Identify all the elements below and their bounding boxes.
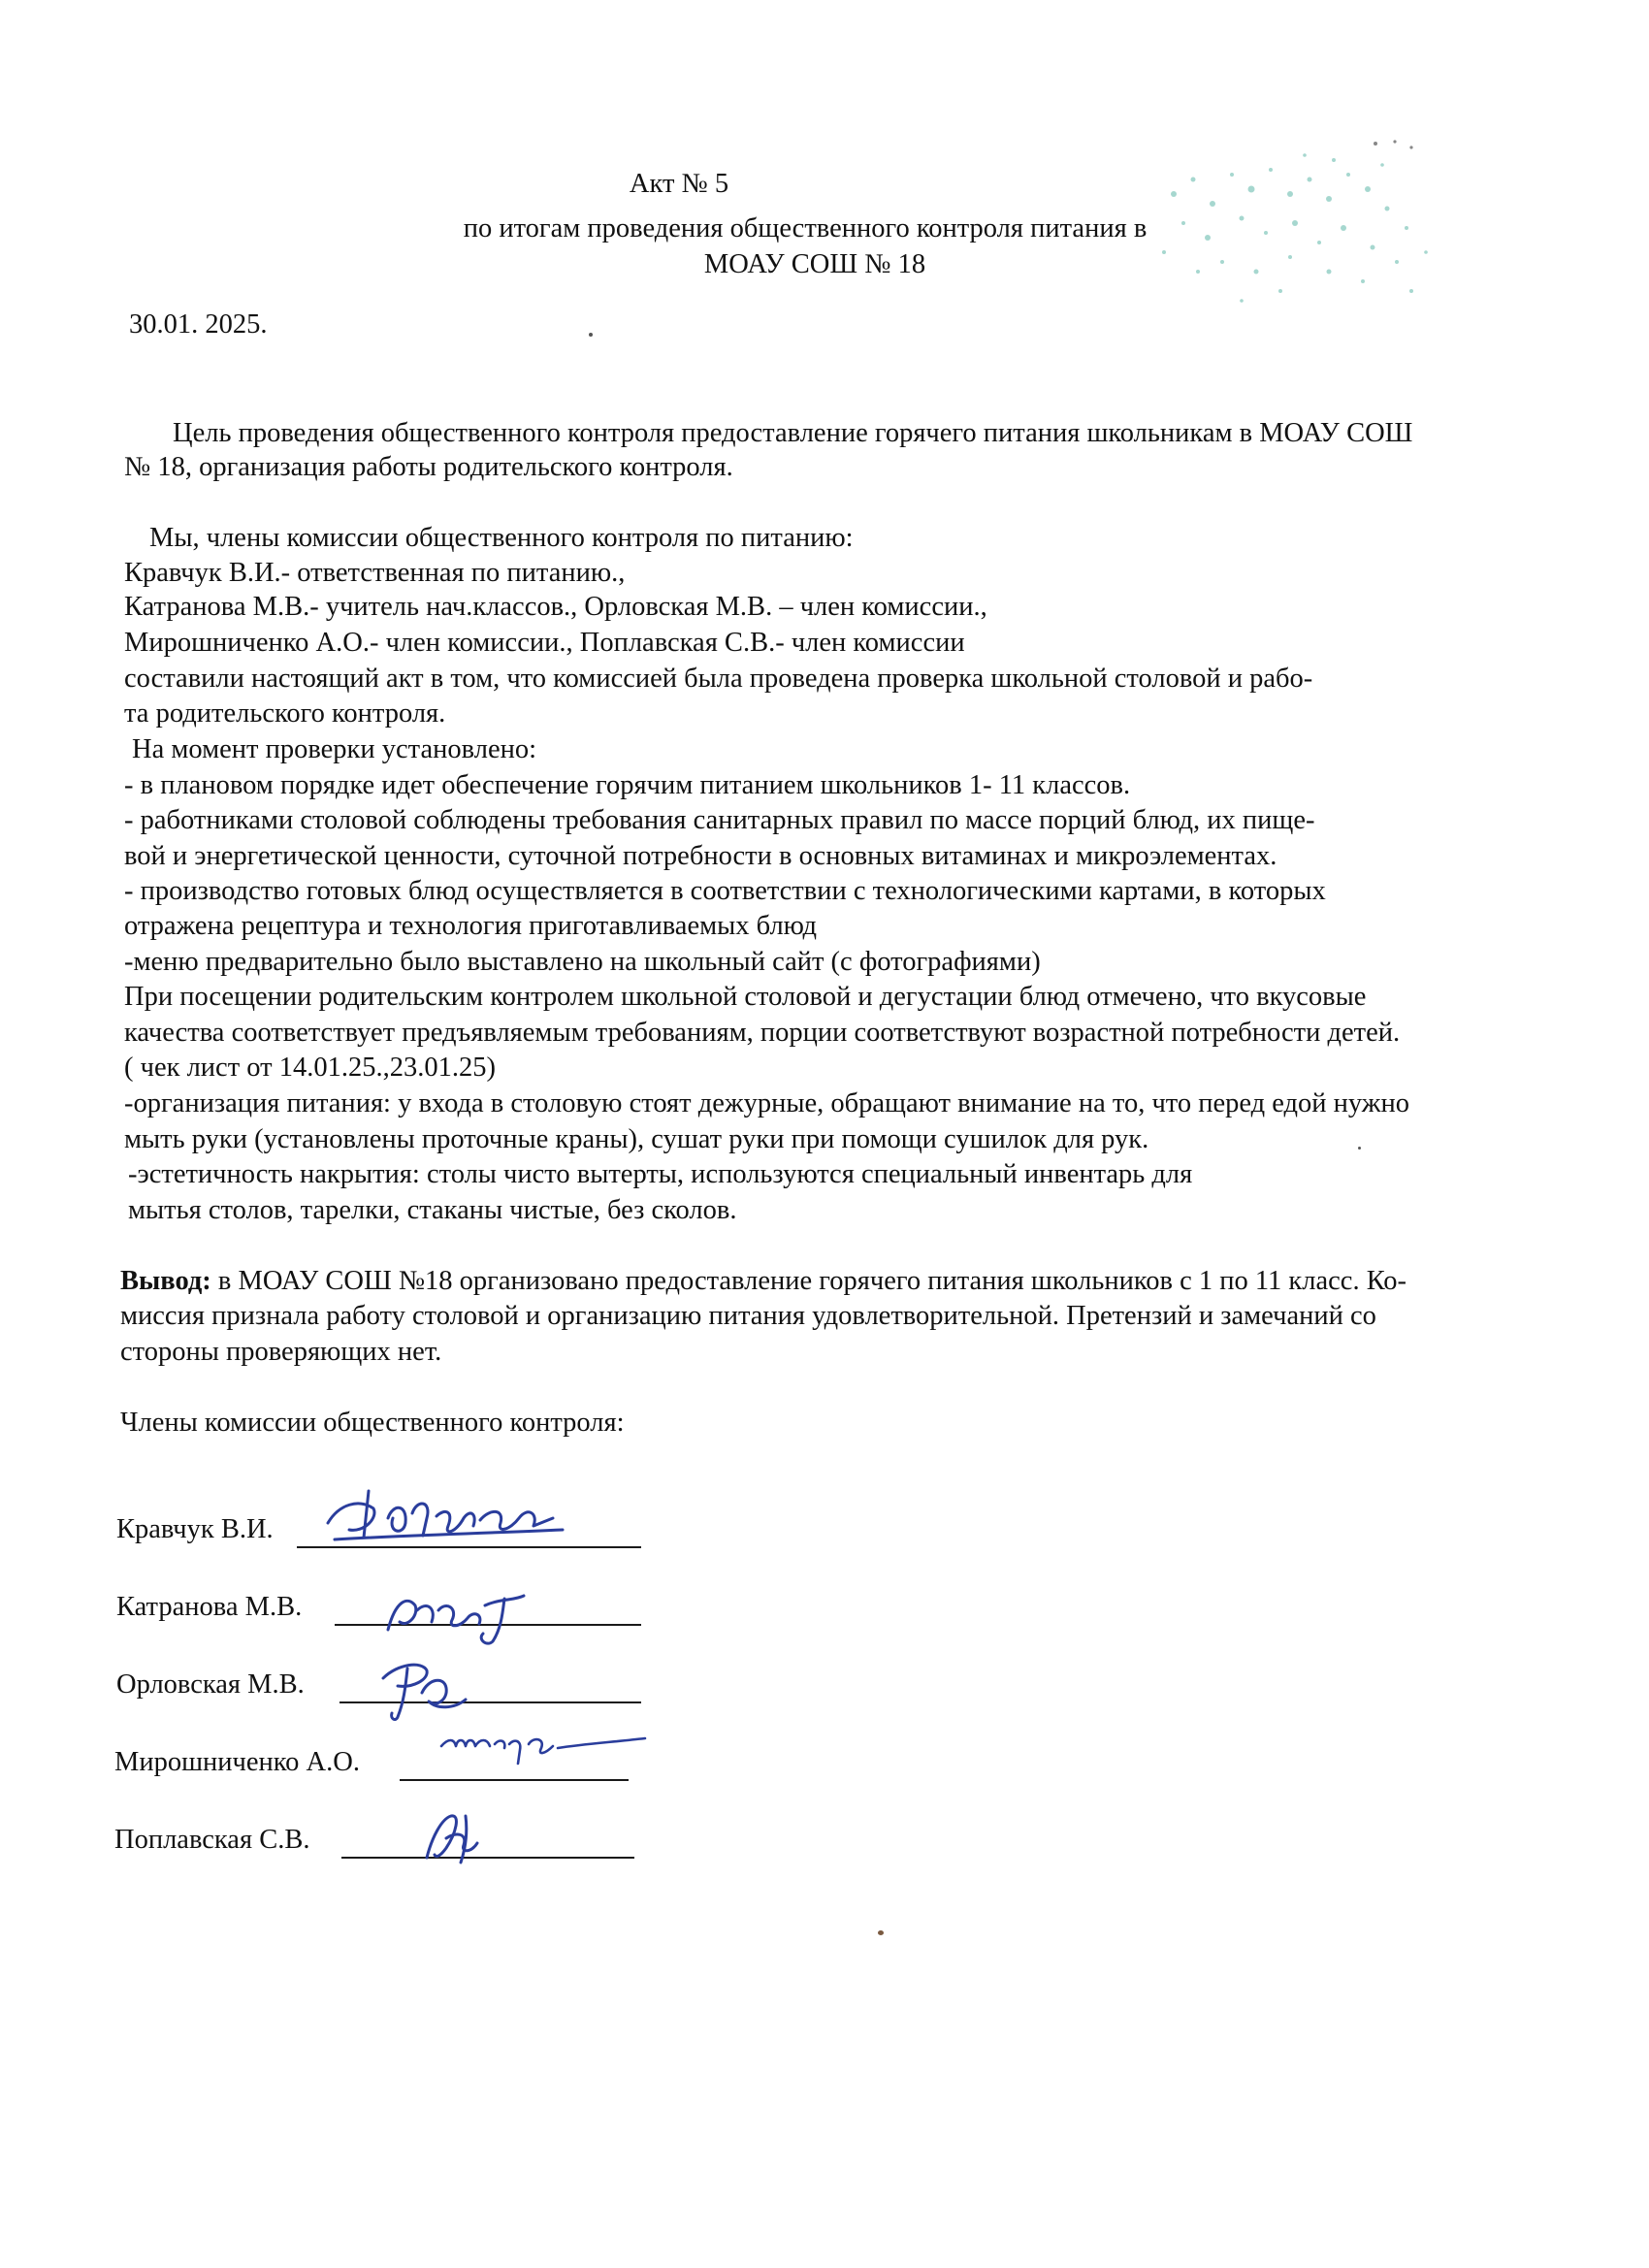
signatory-name-1: Кравчук В.И.	[116, 1514, 274, 1544]
signatory-name-3: Орловская М.В.	[116, 1669, 305, 1700]
finding-line-2: - работниками столовой соблюдены требования санитарных правил по массе порций блюд, их пище-	[124, 805, 1315, 835]
finding-line-9: ( чек лист от 14.01.25.,23.01.25)	[124, 1053, 496, 1083]
finding-line-13: мытья столов, тарелки, стаканы чистые, без сколов.	[128, 1195, 737, 1225]
purpose-line-2: № 18, организация работы родительского контроля.	[124, 452, 733, 482]
findings-heading: На момент проверки установлено:	[132, 734, 537, 764]
conclusion-line-1	[120, 1265, 1406, 1298]
scan-speck	[589, 333, 593, 337]
signature-1	[320, 1479, 592, 1557]
conclusion-text: в МОАУ СОШ №18 организовано предоставление горячего питания школьников с 1 по 11 класс. Ко-	[210, 1266, 1407, 1296]
member-line-1: Кравчук В.И.- ответственная по питанию.,	[124, 558, 626, 588]
finding-line-1: - в плановом порядке идет обеспечение горячим питанием школьников 1- 11 классов.	[124, 770, 1131, 800]
signatory-name-4: Мирошниченко А.О.	[114, 1747, 360, 1777]
finding-line-8: качества соответствует предъявляемым требованиям, порции соответствуют возрастной потребности детей.	[124, 1018, 1401, 1048]
finding-line-7: При посещении родительским контролем школьной столовой и дегустации блюд отмечено, что вкусовые	[124, 982, 1367, 1012]
act-date: 30.01. 2025.	[129, 309, 268, 340]
finding-line-12: -эстетичность накрытия: столы чисто вытерты, используются специальный инвентарь для	[128, 1159, 1193, 1189]
finding-line-5: отражена рецептура и технология приготавливаемых блюд	[124, 911, 818, 941]
scan-speck	[878, 1930, 884, 1935]
signature-line	[400, 1779, 629, 1781]
act-statement-line-1: составили настоящий акт в том, что комиссией была проведена проверка школьной столовой и рабо-	[124, 664, 1313, 694]
signature-3	[369, 1649, 485, 1727]
conclusion-line-2: миссия признала работу столовой и организацию питания удовлетворительной. Претензий и замечаний со	[120, 1301, 1376, 1331]
purpose-line-1: Цель проведения общественного контроля предоставление горячего питания школьникам в МОАУ СОШ	[173, 418, 1413, 448]
members-heading: Члены комиссии общественного контроля:	[120, 1408, 625, 1438]
finding-line-4: - производство готовых блюд осуществляется в соответствии с технологическими картами, в которых	[124, 876, 1326, 906]
commission-intro: Мы, члены комиссии общественного контроля по питанию:	[149, 523, 854, 553]
act-statement-line-2: та родительского контроля.	[124, 698, 446, 729]
signatory-name-2: Катранова М.В.	[116, 1592, 303, 1622]
member-line-2: Катранова М.В.- учитель нач.классов., Орловская М.В. – член комиссии.,	[124, 592, 987, 622]
finding-line-10: -организация питания: у входа в столовую стоят дежурные, обращают внимание на то, что перед едой нужно	[124, 1088, 1409, 1118]
finding-line-3: вой и энергетической ценности, суточной потребности в основных витаминах и микроэлементах.	[124, 841, 1277, 871]
act-title: Акт № 5	[629, 169, 729, 199]
conclusion-line-3: стороны проверяющих нет.	[120, 1337, 442, 1367]
signatory-name-5: Поплавская С.В.	[114, 1825, 310, 1855]
scan-speck	[1358, 1147, 1361, 1150]
signature-2	[378, 1581, 543, 1649]
act-subtitle-line-1: по итогам проведения общественного контроля питания в	[463, 213, 1148, 243]
signature-5	[407, 1804, 504, 1872]
act-subtitle-line-2: МОАУ СОШ № 18	[703, 249, 926, 279]
finding-line-6: -меню предварительно было выставлено на школьный сайт (с фотографиями)	[124, 947, 1041, 977]
finding-line-11: мыть руки (установлены проточные краны), сушат руки при помощи сушилок для рук.	[124, 1124, 1149, 1154]
conclusion-label: Вывод:	[120, 1266, 211, 1296]
signature-4	[436, 1717, 669, 1775]
member-line-3: Мирошниченко А.О.- член комиссии., Поплавская С.В.- член комиссии	[124, 628, 965, 658]
